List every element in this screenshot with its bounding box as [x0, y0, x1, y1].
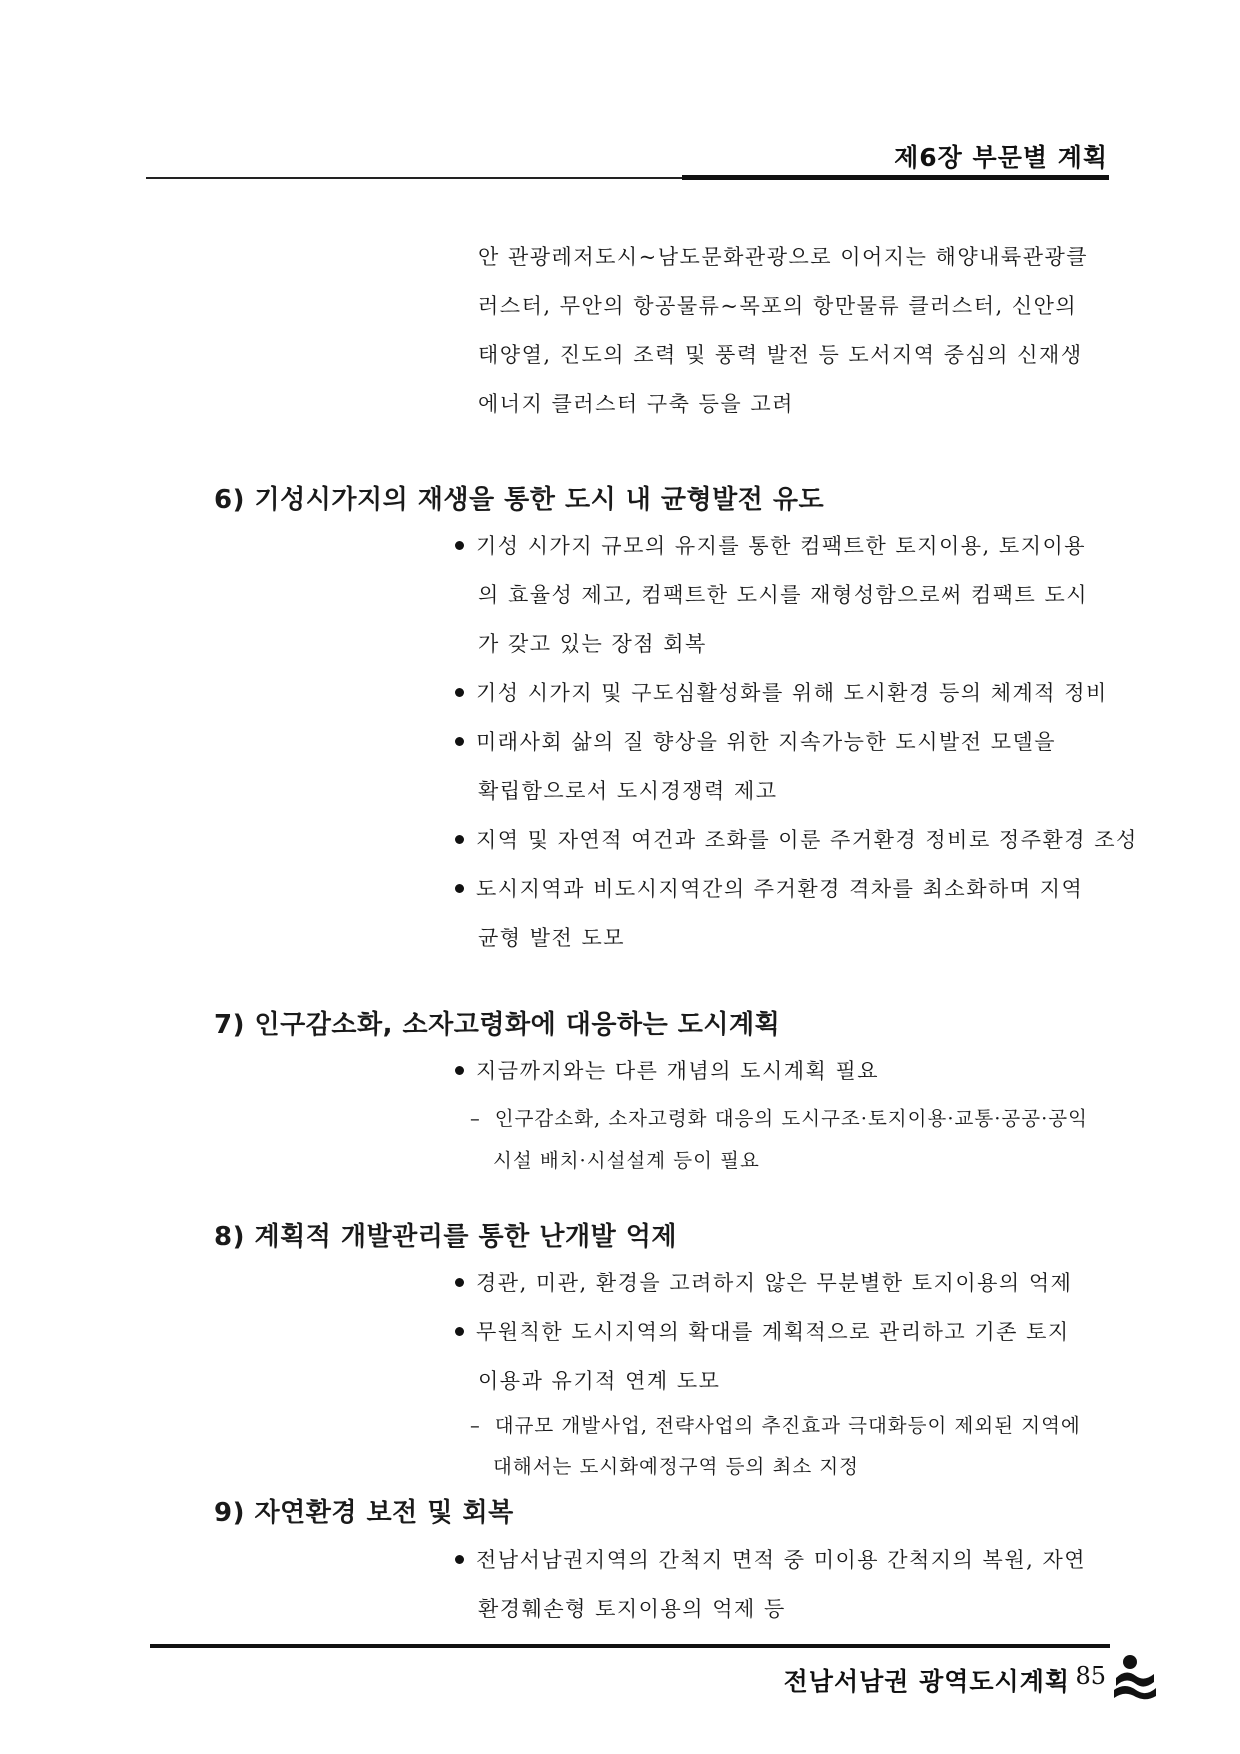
bullet-icon [455, 688, 464, 697]
section-heading-8: 8) 계획적 개발관리를 통한 난개발 억제 [214, 1222, 677, 1252]
section-heading-9: 9) 자연환경 보전 및 회복 [214, 1498, 514, 1528]
bullet-continuation: 가 갖고 있는 장점 회복 [478, 632, 707, 656]
intro-line: 안 관광레저도시~남도문화관광으로 이어지는 해양내륙관광클 [478, 245, 1089, 269]
bullet-icon [455, 1066, 464, 1075]
section-heading-7: 7) 인구감소화, 소자고령화에 대응하는 도시계획 [214, 1010, 781, 1040]
bullet-continuation: 균형 발전 도모 [478, 926, 626, 950]
footer-rule [150, 1644, 1110, 1648]
intro-line: 태양열, 진도의 조력 및 풍력 발전 등 도서지역 중심의 신재생 [478, 343, 1083, 367]
bullet-item: 기성 시가지 및 구도심활성화를 위해 도시환경 등의 체계적 정비 [455, 678, 1108, 708]
page-number: 85 [1075, 1662, 1106, 1690]
dash-item: – 인구감소화, 소자고령화 대응의 도시구조·토지이용·교통·공공·공익 [470, 1107, 1088, 1130]
bullet-icon [455, 1555, 464, 1564]
dash-continuation: 시설 배치·시설설계 등이 필요 [493, 1149, 760, 1172]
dash-item: – 대규모 개발사업, 전략사업의 추진효과 극대화등이 제외된 지역에 [470, 1414, 1081, 1437]
bullet-item: 도시지역과 비도시지역간의 주거환경 격차를 최소화하며 지역 [455, 874, 1083, 904]
intro-line: 러스터, 무안의 항공물류~목포의 항만물류 클러스터, 신안의 [478, 294, 1078, 318]
bullet-continuation: 의 효율성 제고, 컴팩트한 도시를 재형성함으로써 컴팩트 도시 [478, 583, 1089, 607]
dash-continuation: 대해서는 도시화예정구역 등의 최소 지정 [493, 1455, 860, 1478]
header-rule-thin [146, 177, 682, 179]
header-rule-thick [682, 175, 1109, 180]
bullet-icon [455, 835, 464, 844]
section-heading-6: 6) 기성시가지의 재생을 통한 도시 내 균형발전 유도 [214, 485, 825, 515]
intro-line: 에너지 클러스터 구축 등을 고려 [478, 392, 794, 416]
region-logo-icon [1110, 1652, 1160, 1702]
footer-title: 전남서남권 광역도시계획 [783, 1667, 1070, 1696]
bullet-item: 미래사회 삶의 질 향상을 위한 지속가능한 도시발전 모델을 [455, 727, 1056, 757]
bullet-item: 경관, 미관, 환경을 고려하지 않은 무분별한 토지이용의 억제 [455, 1268, 1072, 1298]
bullet-item: 지금까지와는 다른 개념의 도시계획 필요 [455, 1056, 879, 1086]
bullet-continuation: 환경훼손형 토지이용의 억제 등 [478, 1597, 786, 1621]
bullet-icon [455, 1278, 464, 1287]
bullet-icon [455, 1327, 464, 1336]
bullet-continuation: 확립함으로서 도시경쟁력 제고 [478, 779, 778, 803]
bullet-item: 무원칙한 도시지역의 확대를 계획적으로 관리하고 기존 토지 [455, 1317, 1070, 1347]
bullet-continuation: 이용과 유기적 연계 도모 [478, 1369, 721, 1393]
bullet-icon [455, 884, 464, 893]
chapter-title: 제6장 부문별 계획 [894, 143, 1108, 172]
bullet-icon [455, 541, 464, 550]
bullet-icon [455, 737, 464, 746]
bullet-item: 기성 시가지 규모의 유지를 통한 컴팩트한 토지이용, 토지이용 [455, 531, 1086, 561]
bullet-item: 지역 및 자연적 여건과 조화를 이룬 주거환경 정비로 정주환경 조성 [455, 825, 1138, 855]
bullet-item: 전남서남권지역의 간척지 면적 중 미이용 간척지의 복원, 자연 [455, 1545, 1086, 1575]
